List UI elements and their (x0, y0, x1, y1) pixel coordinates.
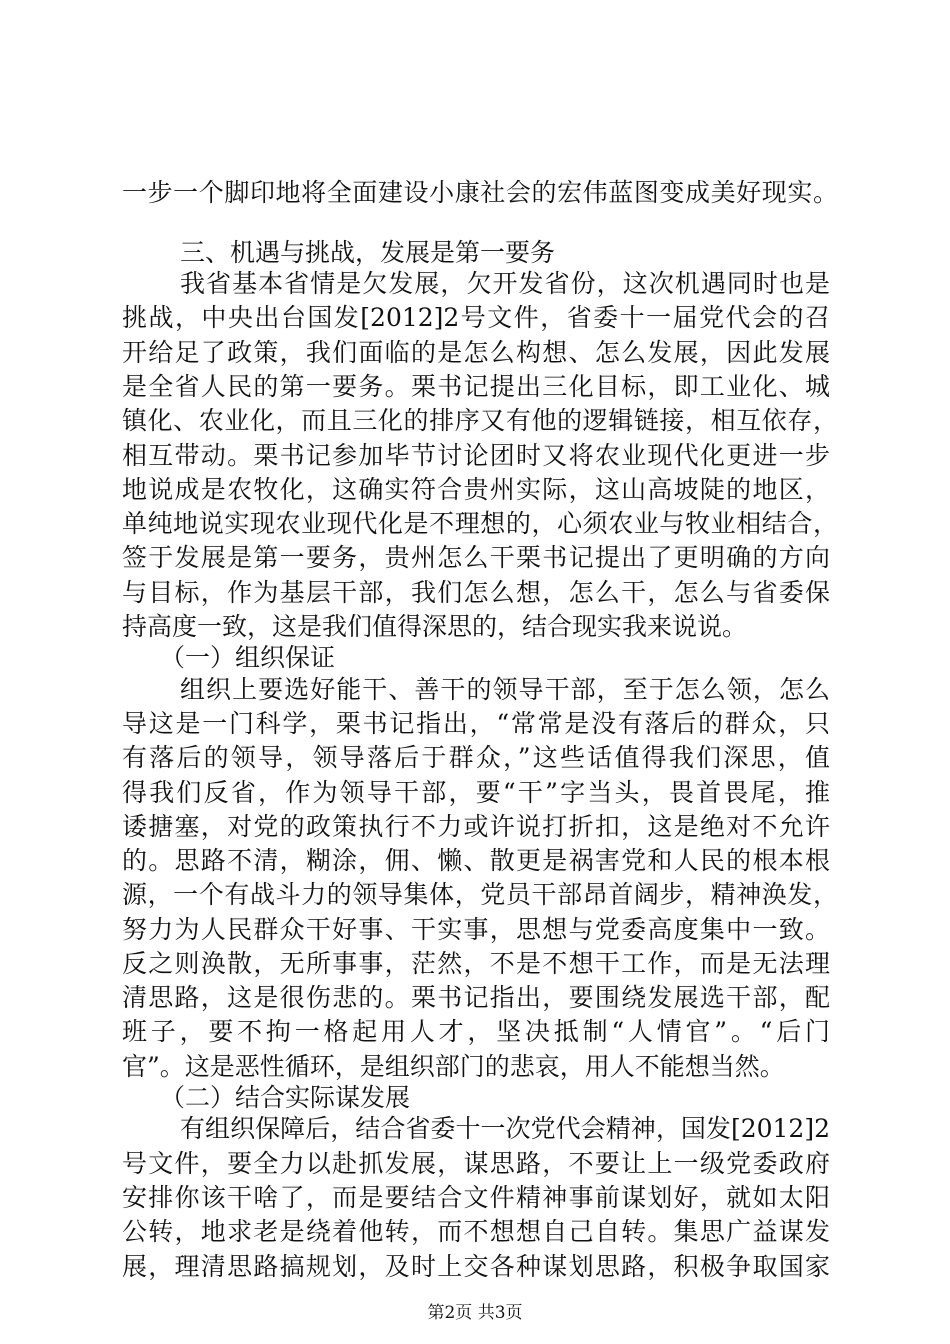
subsection-heading: （一）组织保证 (160, 643, 336, 672)
text-line: 的。思路不清，糊涂，佣、懒、散更是祸害党和人民的根本根 (122, 846, 830, 875)
text-line: 安排你该干啥了，而是要结合文件精神事前谋划好，就如太阳 (122, 1183, 830, 1212)
text-line: 得我们反省，作为领导干部，要“干”字当头，畏首畏尾，推 (122, 778, 830, 807)
text-line: 挑战，中央出台国发[2012]2号文件，省委十一届党代会的召 (122, 303, 830, 332)
text-line: 有组织保障后，结合省委十一次党代会精神，国发[2012]2 (180, 1114, 830, 1143)
text-line: 反之则涣散，无所事事，茫然，不是不想干工作，而是无法理 (122, 949, 830, 978)
text-line: 我省基本省情是欠发展，欠开发省份，这次机遇同时也是 (180, 269, 830, 298)
text-line: 签于发展是第一要务，贵州怎么干栗书记提出了更明确的方向 (122, 543, 830, 572)
text-line: 有落后的领导，领导落后于群众，”这些话值得我们深思，值 (122, 743, 830, 772)
text-line: 与目标，作为基层干部，我们怎么想，怎么干，怎么与省委保 (122, 578, 830, 607)
text-line: 努力为人民群众干好事、干实事，思想与党委高度集中一致。 (122, 915, 830, 944)
text-line: 单纯地说实现农业现代化是不理想的，心须农业与牧业相结合， (122, 509, 838, 538)
page-number-footer: 第2页 共3页 (427, 1303, 523, 1323)
text-line: 公转，地求老是绕着他转，而不想想自己自转。集思广益谋发 (122, 1217, 830, 1246)
section-heading: 三、机遇与挑战，发展是第一要务 (180, 238, 556, 267)
text-line: 展，理清思路搞规划，及时上交各种谋划思路，积极争取国家 (122, 1252, 830, 1281)
text-line: 官”。这是恶性循环，是组织部门的悲哀，用人不能想当然。 (122, 1052, 785, 1081)
text-line: 诿搪塞，对党的政策执行不力或许说打折扣，这是绝对不允许 (122, 812, 830, 841)
text-line: 是全省人民的第一要务。栗书记提出三化目标，即工业化、城 (122, 372, 830, 401)
text-line: 地说成是农牧化，这确实符合贵州实际，这山高坡陡的地区， (122, 475, 830, 504)
text-line: 开给足了政策，我们面临的是怎么构想、怎么发展，因此发展 (122, 338, 830, 367)
text-line: 一步一个脚印地将全面建设小康社会的宏伟蓝图变成美好现实。 (122, 178, 838, 207)
text-line: 相互带动。栗书记参加毕节讨论团时又将农业现代化更进一步 (122, 441, 830, 470)
text-line: 镇化、农业化，而且三化的排序又有他的逻辑链接，相互依存， (122, 406, 838, 435)
text-line: 清思路，这是很伤悲的。栗书记指出，要围绕发展选干部，配 (122, 983, 830, 1012)
text-line: 持高度一致，这是我们值得深思的，结合现实我来说说。 (122, 612, 748, 641)
text-line: 班子，要不拘一格起用人才，坚决抵制“人情官”。“后门 (122, 1017, 830, 1046)
text-line: 导这是一门科学，栗书记指出，“常常是没有落后的群众，只 (122, 709, 830, 738)
subsection-heading: （二）结合实际谋发展 (160, 1083, 411, 1112)
text-line: 号文件，要全力以赴抓发展，谋思路，不要让上一级党委政府 (122, 1149, 830, 1178)
text-line: 源，一个有战斗力的领导集体，党员干部昂首阔步，精神涣发， (122, 880, 838, 909)
text-line: 组织上要选好能干、善干的领导干部，至于怎么领，怎么 (180, 675, 830, 704)
